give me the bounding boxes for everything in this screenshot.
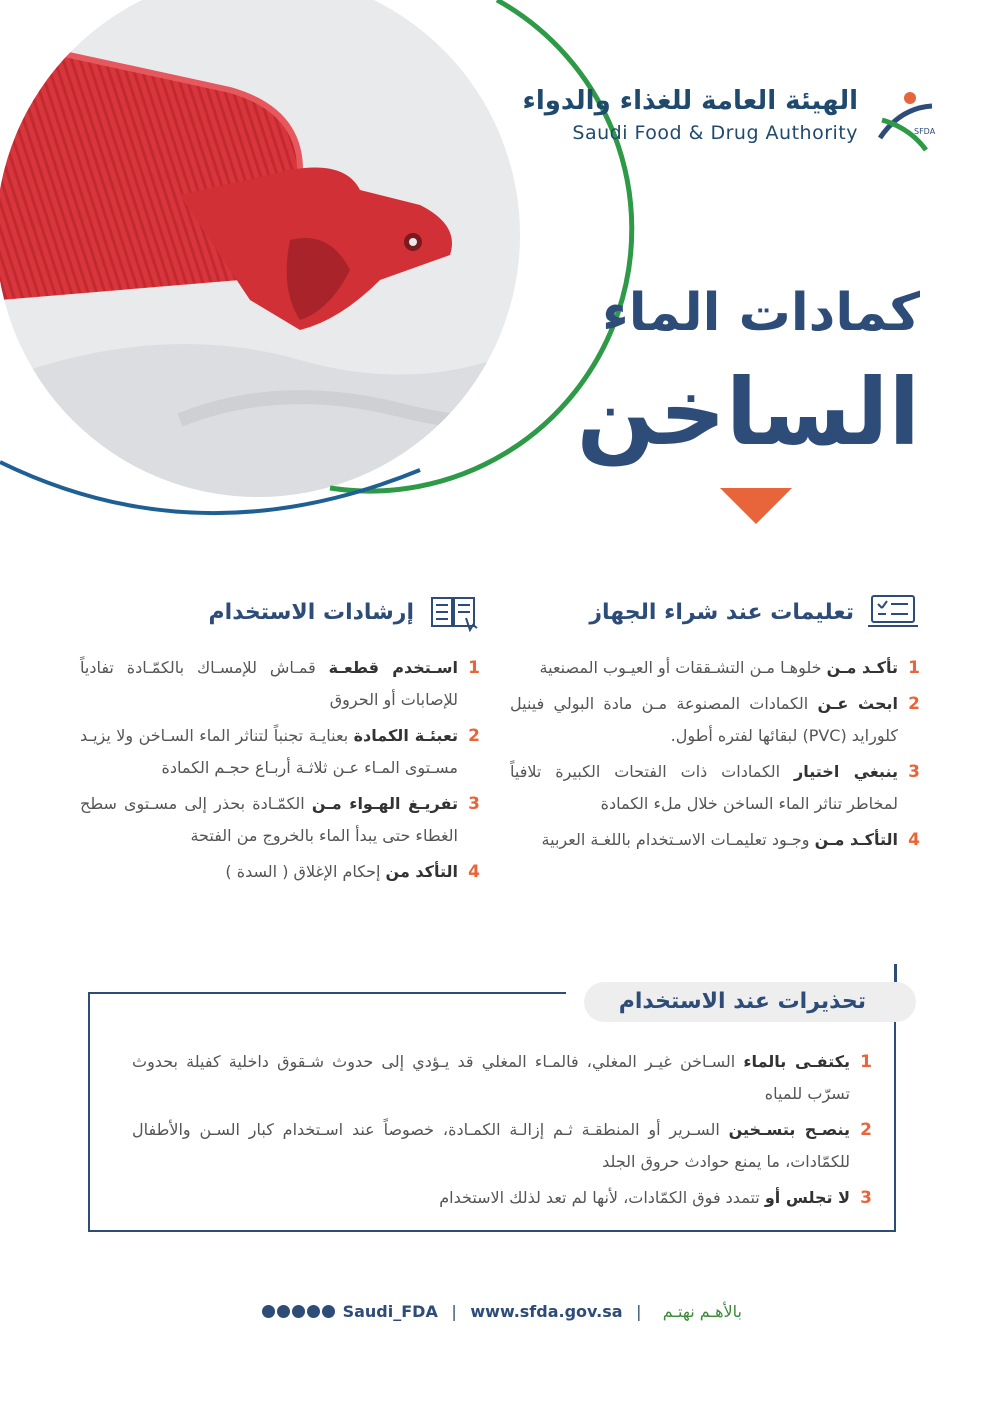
- footer-separator: |: [636, 1302, 642, 1321]
- list-item: 3 ينبغي اختيار الكمادات ذات الفتحات الكبيرة تلافياً لمخاطر تناثر الماء الساخن خلال ملء الكمادة: [510, 762, 920, 813]
- snapchat-icon[interactable]: [277, 1305, 290, 1318]
- footer-contact: [262, 1302, 650, 1321]
- social-handle[interactable]: Saudi_FDA: [342, 1302, 438, 1321]
- list-item: 1 اسـتخدم قطعـة قمـاش للإمسـاك بالكمّـادة تفادياً للإصابات أو الحروق: [80, 658, 480, 709]
- warnings-list: [132, 1046, 872, 1218]
- open-book-icon: [426, 592, 480, 632]
- sfda-logo: [522, 86, 940, 156]
- list-item: 2 تعبئـة الكمادة بعنايـة تجنباً لتناثر الماء السـاخن ولا يزيـد مسـتوى المـاء عـن ثلاثـة أربـاع حجـم الكمادة: [80, 726, 480, 777]
- svg-text:SFDA: SFDA: [914, 127, 936, 136]
- warnings-heading: تحذيرات عند الاستخدام: [618, 989, 866, 1014]
- logo-english-name: Saudi Food & Drug Authority: [572, 122, 858, 144]
- page-title-line1: كمادات الماء: [602, 283, 920, 343]
- footer-separator: |: [451, 1302, 457, 1321]
- purchase-heading: [510, 590, 920, 634]
- sfda-emblem-icon: [870, 88, 940, 152]
- youtube-icon[interactable]: [307, 1305, 320, 1318]
- instagram-icon[interactable]: [292, 1305, 305, 1318]
- list-item: 2 ابحث عـن الكمادات المصنوعة مـن مادة البولي فينيل كلورايد (PVC) لبقائها لفتره أطول.: [510, 694, 920, 745]
- footer-slogan: بالأهـم نهتـم: [662, 1302, 742, 1321]
- list-item: 3 لا تجلس أو تتمدد فوق الكمّادات، لأنها لم تعد لذلك الاستخدام: [439, 1188, 872, 1208]
- website-link[interactable]: www.sfda.gov.sa: [470, 1302, 623, 1321]
- purchase-heading-text: تعليمات عند شراء الجهاز: [589, 599, 854, 625]
- list-item: 2 ينصـح بتسـخين السـرير أو المنطقـة ثـم إزالـة الكمـادة، خصوصاً عند اسـتخدام كبار السـن والأطفال للكمّادات، ما يمنع حوادث حروق الجلد: [132, 1120, 872, 1171]
- logo-arabic-name: الهيئة العامة للغذاء والدواء: [522, 86, 858, 116]
- list-item: 4 التأكـد مـن وجـود تعليمـات الاسـتخدام باللغـة العربية: [541, 830, 920, 850]
- facebook-icon[interactable]: [322, 1305, 335, 1318]
- usage-heading: [80, 590, 480, 634]
- usage-heading-text: إرشادات الاستخدام: [208, 599, 414, 625]
- list-item: 3 تفريـغ الهـواء مـن الكمّـادة بحذر إلى مسـتوى سطح الغطاء حتى يبدأ الماء بالخروج من الفتحة: [80, 794, 480, 845]
- purchase-instructions-section: [510, 590, 920, 860]
- footer: [0, 1300, 1000, 1330]
- down-triangle-icon: [720, 488, 792, 524]
- page-title-line2: الساخن: [576, 359, 920, 466]
- usage-instructions-section: [80, 590, 480, 892]
- list-item: 1 يكتفـى بالماء السـاخن غيـر المغلي، فالمـاء المغلي قد يـؤدي إلى حدوث شـقوق داخلية كفيلة بحدوث تسرّب للمياه: [132, 1052, 872, 1103]
- twitter-icon[interactable]: [262, 1305, 275, 1318]
- checklist-laptop-icon: [866, 592, 920, 632]
- list-item: 4 التأكد من إحكام الإغلاق ( السدة ): [225, 862, 480, 882]
- list-item: 1 تأكـد مـن خلوهـا مـن التشـققات أو العيـوب المصنعية: [539, 658, 920, 678]
